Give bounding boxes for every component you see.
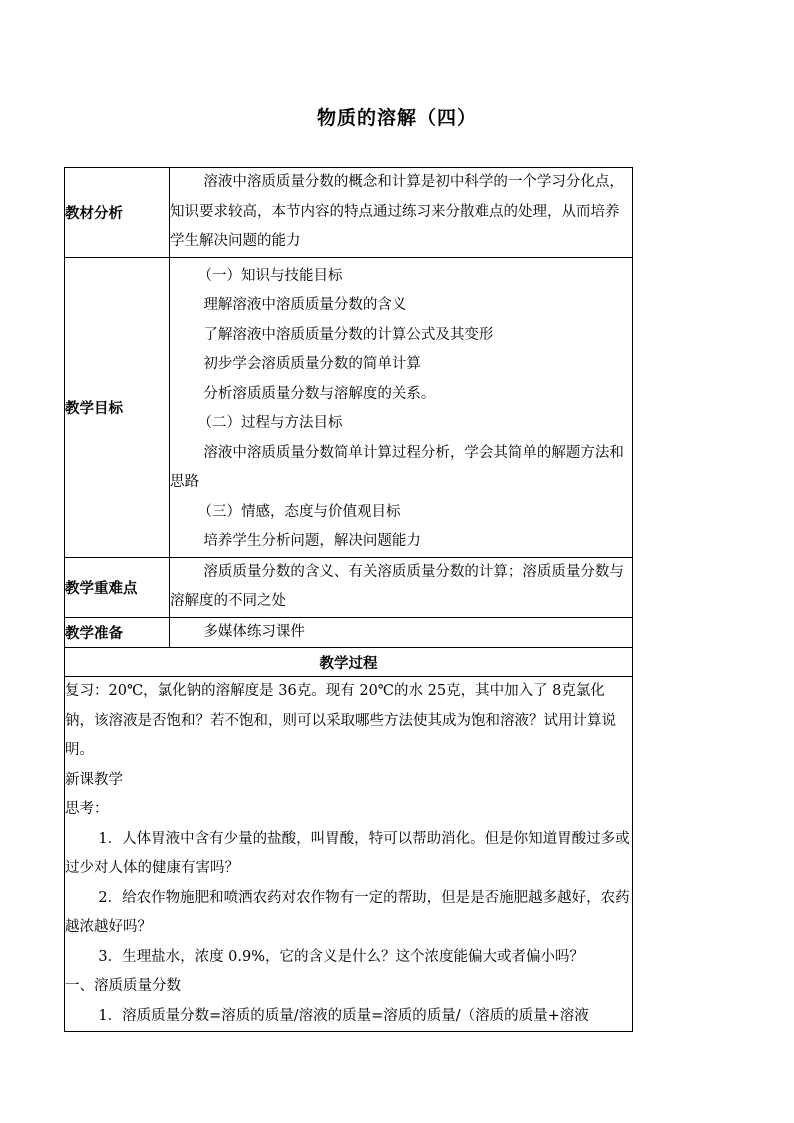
- content-analysis: [170, 168, 633, 258]
- question-1: 1．人体胃液中含有少量的盐酸，叫胃酸，特可以帮助消化。但是你知道胃酸过多或过少对人体的健康有害吗？: [65, 830, 630, 876]
- content-keypoints: [170, 557, 633, 617]
- analysis-text: 溶液中溶质质量分数的概念和计算是初中科学的一个学习分化点，知识要求较高，本节内容的特点通过练习来分散难点的处理，从而培养学生解决问题的能力: [170, 174, 624, 249]
- row-process-heading: [65, 648, 633, 677]
- goal-line: （一）知识与技能目标: [197, 267, 343, 284]
- document-title: 物质的溶解（四）: [316, 107, 477, 129]
- goal-line: 溶液中溶质质量分数简单计算过程分析，学会其简单的解题方法和思路: [170, 444, 624, 490]
- row-process: [65, 677, 633, 1032]
- question-3: 3．生理盐水，浓度 0.9%，它的含义是什么？这个浓度能偏大或者偏小吗？: [98, 948, 585, 965]
- row-goals: [65, 257, 633, 557]
- row-prep: [65, 617, 633, 648]
- label-keypoints: 教学重难点: [65, 557, 170, 617]
- lesson-plan-table: [64, 167, 633, 1032]
- goal-line: 理解溶液中溶质质量分数的含义: [203, 297, 407, 313]
- review-text: 复习：20℃，氯化钠的溶解度是 36克。现有 20℃的水 25克，其中加入了 8克氯化钠，该溶液是否饱和？若不饱和，则可以采取哪些方法使其成为饱和溶液？试用计算说明。: [65, 683, 616, 758]
- goal-line: 培养学生分析问题，解决问题能力: [203, 533, 421, 549]
- label-goals: 教学目标: [65, 257, 170, 557]
- process-heading: 教学过程: [65, 648, 633, 677]
- content-goals: [170, 257, 633, 557]
- goal-line: 了解溶液中溶质质量分数的计算公式及其变形: [203, 326, 494, 343]
- keypoints-text: 溶质质量分数的含义、有关溶质质量分数的计算；溶质质量分数与溶解度的不同之处: [170, 563, 624, 609]
- content-prep: [170, 617, 633, 648]
- goal-line: 初步学会溶质质量分数的简单计算: [203, 356, 421, 372]
- question-2: 2．给农作物施肥和喷洒农药对农作物有一定的帮助，但是是否施肥越多越好，农药越浓越好吗？: [65, 889, 630, 935]
- prep-text: 多媒体练习课件: [203, 623, 305, 640]
- goal-line: （三）情感，态度与价值观目标: [197, 503, 401, 520]
- think-text: 思考：: [65, 801, 109, 817]
- new-lesson-text: 新课教学: [65, 771, 123, 788]
- label-analysis: 教材分析: [65, 168, 170, 258]
- goal-line: （二）过程与方法目标: [197, 415, 343, 431]
- row-keypoints: [65, 557, 633, 617]
- row-analysis: [65, 168, 633, 258]
- formula-text: 1．溶质质量分数=溶质的质量/溶液的质量=溶质的质量/（溶质的质量+溶液: [98, 1007, 589, 1024]
- goal-line: 分析溶质质量分数与溶解度的关系。: [203, 385, 436, 402]
- process-content: [65, 677, 633, 1032]
- label-prep: 教学准备: [65, 617, 170, 648]
- section-heading: 一、溶质质量分数: [65, 978, 181, 994]
